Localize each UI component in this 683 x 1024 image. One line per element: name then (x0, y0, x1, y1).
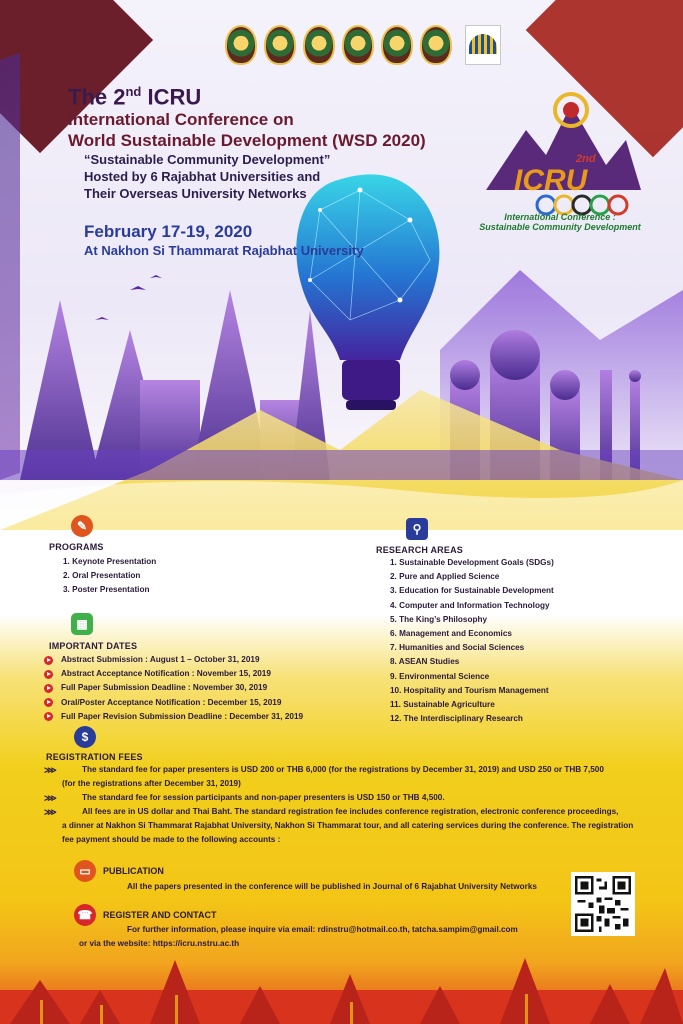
double-arrow-icon: ⋙ (44, 807, 56, 817)
university-logos (225, 25, 505, 65)
important-dates-heading: IMPORTANT DATES (49, 641, 138, 651)
contact-website-text[interactable]: or via the website: https://icru.nstru.ac.th (79, 939, 240, 948)
conference-theme: “Sustainable Community Development” Hosted by 6 Rajabhat Universities and Their Overseas University Networks (84, 152, 331, 201)
svg-text:2nd: 2nd (576, 153, 596, 165)
university-seal-4 (342, 25, 374, 65)
university-seal-2 (264, 25, 296, 65)
partner-university-logo (465, 25, 501, 65)
contact-heading: REGISTER AND CONTACT (103, 910, 217, 920)
list-item: Oral/Poster Acceptance Notification : December 15, 2019 (44, 696, 374, 710)
list-item: 10. Hospitality and Tourism Management (390, 685, 549, 695)
svg-text:ICRU: ICRU (514, 164, 588, 197)
publication-heading: PUBLICATION (103, 866, 164, 876)
research-heading: RESEARCH AREAS (376, 545, 463, 555)
programs-heading: PROGRAMS (49, 542, 104, 552)
phone-icon: ☎ (74, 904, 96, 926)
registration-fees-text: ⋙ The standard fee for paper presenters is USD 200 or THB 6,000 (for the registrations by December 31, 2019) and USD 250 or THB 7,500 (for the registrations after December 31, 2019) ⋙ The standard fee for session participants and non-paper presenters is USD 150 or THB 4,500. ⋙ All fees are in US dollar and Thai Baht. The standard registration fee includes conference registration, electronic conference proceedings, a dinner at Nakhon Si Thammarat Rajabhat University, Nakhon Si Thammarat tour, and all catering services during the conference. The registration fee payment should be made to the following accounts : (44, 765, 634, 844)
list-item: 7. Humanities and Social Sciences (390, 643, 525, 653)
list-item: 1. Sustainable Development Goals (SDGs) (390, 558, 554, 567)
title-line-2: International Conference on (68, 110, 294, 130)
programs-icon: ✎ (71, 515, 93, 537)
list-item: 3. Education for Sustainable Development (390, 586, 554, 596)
conference-title (68, 80, 508, 151)
book-icon: ▭ (74, 860, 96, 882)
arrow-bullet-icon (44, 712, 53, 721)
registration-fees-heading: REGISTRATION FEES (46, 752, 143, 762)
university-seal-1 (225, 25, 257, 65)
contact-email-text: For further information, please inquire via email: rdinstru@hotmail.co.th, tatcha.sampim@gmail.com (127, 925, 518, 934)
list-item: 3. Poster Presentation (63, 585, 150, 595)
list-item: 1. Keynote Presentation (63, 557, 157, 566)
list-item: 11. Sustainable Agriculture (390, 700, 495, 710)
double-arrow-icon: ⋙ (44, 793, 56, 803)
title-line-1: The 2nd ICRU (68, 84, 202, 110)
arrow-bullet-icon (44, 684, 53, 693)
university-seal-6 (420, 25, 452, 65)
arrow-bullet-icon (44, 656, 53, 665)
list-item: 5. The King’s Philosophy (390, 614, 488, 624)
research-icon: ⚲ (406, 518, 428, 540)
qr-code (571, 872, 635, 936)
list-item: Full Paper Submission Deadline : November 30, 2019 (44, 681, 374, 695)
list-item: 4. Computer and Information Technology (390, 600, 550, 610)
arrow-bullet-icon (44, 698, 53, 707)
title-line-3: World Sustainable Development (WSD 2020) (68, 131, 426, 151)
list-item: 2. Pure and Applied Science (390, 572, 500, 582)
publication-text: All the papers presented in the conference will be published in Journal of 6 Rajabhat University Networks (127, 882, 537, 891)
list-item: Abstract Submission : August 1 – October 31, 2019 (44, 653, 374, 667)
important-dates-list (44, 653, 374, 724)
calendar-icon: ▦ (71, 613, 93, 635)
arrow-bullet-icon (44, 670, 53, 679)
research-areas-list (390, 556, 554, 726)
list-item: 9. Environmental Science (390, 671, 490, 681)
conference-venue: At Nakhon Si Thammarat Rajabhat University (84, 243, 364, 258)
temple-skyline-decoration (0, 950, 683, 1024)
list-item: 8. ASEAN Studies (390, 657, 460, 667)
conference-date: February 17-19, 2020 (84, 222, 253, 241)
list-item: 12. The Interdisciplinary Research (390, 714, 523, 724)
dollar-icon: $ (74, 726, 96, 748)
university-seal-3 (303, 25, 335, 65)
list-item: Abstract Acceptance Notification : November 15, 2019 (44, 667, 374, 681)
double-arrow-icon: ⋙ (44, 765, 56, 775)
programs-list (63, 555, 156, 598)
list-item: 2. Oral Presentation (63, 571, 141, 581)
university-seal-5 (381, 25, 413, 65)
list-item: Full Paper Revision Submission Deadline : December 31, 2019 (44, 710, 374, 724)
icru-logo-caption: International Conference : Sustainable Community Development (479, 212, 641, 232)
list-item: 6. Management and Economics (390, 629, 512, 639)
